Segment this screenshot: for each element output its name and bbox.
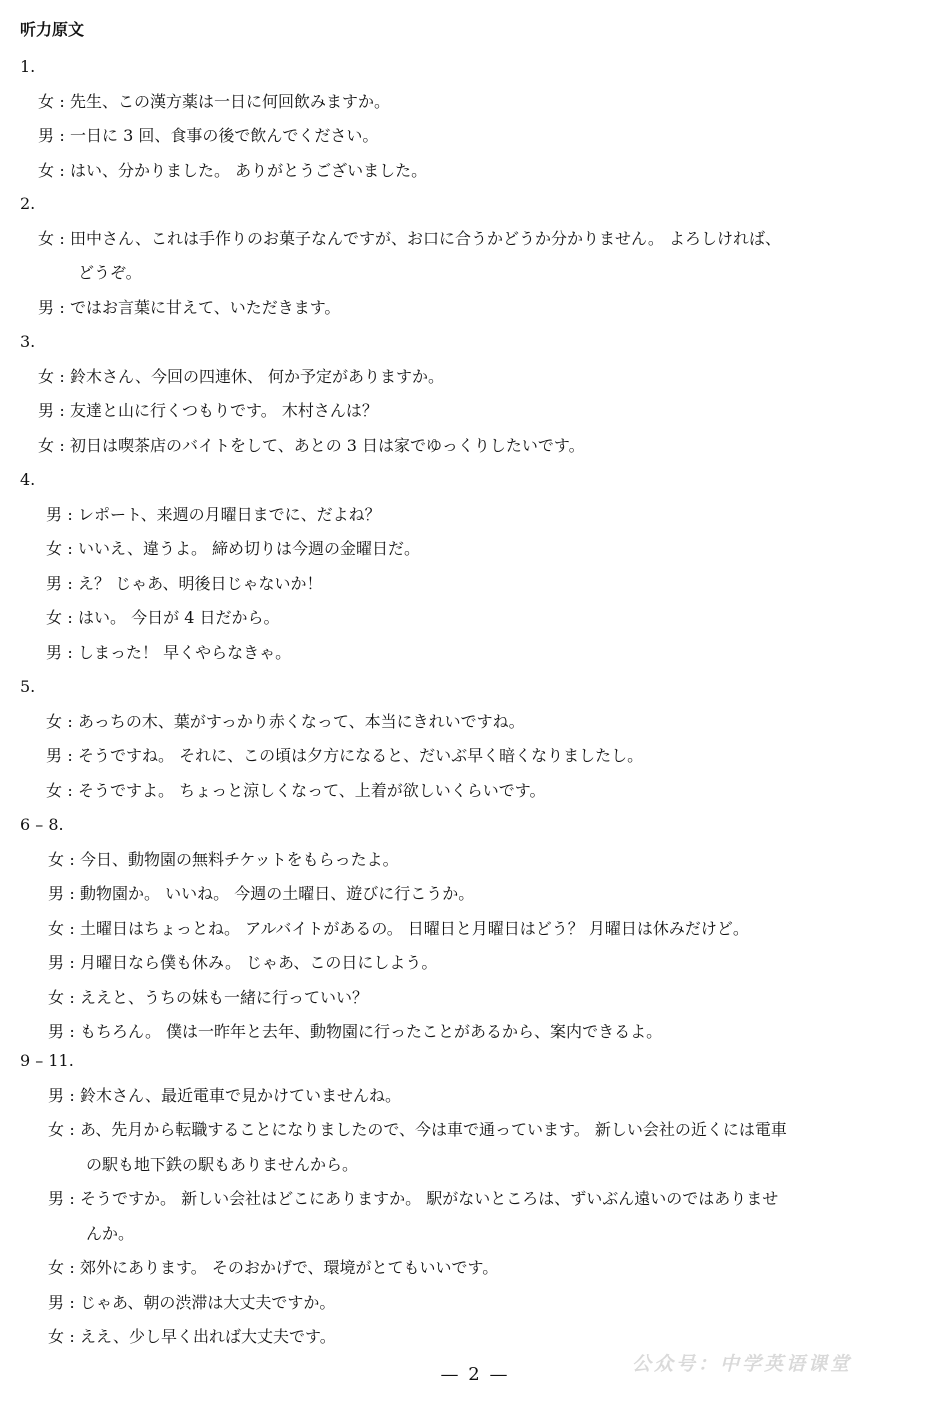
- dialogue-line: [48, 883, 474, 905]
- dialogue-line: [48, 1188, 778, 1210]
- speaker-colon: :: [67, 780, 73, 800]
- dialogue-line: [46, 711, 525, 733]
- speaker-label: 女: [46, 780, 63, 800]
- speaker-colon: :: [59, 91, 65, 111]
- speaker-colon: :: [69, 953, 75, 972]
- dialogue-line: [46, 642, 291, 664]
- dialogue-line: [46, 504, 381, 526]
- speaker-colon: :: [59, 297, 65, 317]
- speaker-label: 男: [48, 1189, 65, 1208]
- dialogue-line: [48, 918, 749, 940]
- dialogue-line: [48, 1292, 335, 1314]
- dialogue-line: [38, 366, 444, 388]
- speaker-colon: :: [69, 1120, 75, 1139]
- speaker-label: 男: [38, 401, 55, 420]
- speaker-label: 女: [38, 228, 55, 248]
- question-number: 5.: [20, 677, 36, 696]
- speaker-label: 女: [48, 1327, 65, 1346]
- speaker-label: 女: [38, 160, 55, 180]
- speaker-colon: :: [69, 1085, 75, 1105]
- question-number: 6 – 8.: [20, 815, 64, 834]
- speaker-label: 女: [48, 987, 65, 1007]
- dialogue-line: [38, 435, 585, 457]
- dialogue-text: そうですね。 それに、この頃は夕方になると、だいぶ早く暗くなりましたし。: [78, 746, 644, 765]
- speaker-label: 男: [48, 1085, 65, 1105]
- dialogue-text: 月曜日なら僕も休み。 じゃあ、この日にしよう。: [80, 953, 438, 972]
- speaker-label: 女: [46, 608, 63, 627]
- dialogue-text: もちろん。 僕は一昨年と去年、動物園に行ったことがあるから、案内できるよ。: [80, 1022, 663, 1041]
- dialogue-continuation: どうぞ。: [78, 263, 142, 282]
- dialogue-text: え？ じゃあ、明後日じゃないか！: [78, 573, 323, 593]
- dialogue-line: [48, 952, 437, 974]
- speaker-label: 男: [46, 573, 63, 593]
- speaker-label: 女: [48, 849, 65, 869]
- dialogue-text: 一日に 3 回、食事の後で飲んでください。: [70, 126, 379, 145]
- speaker-label: 女: [38, 366, 55, 386]
- dialogue-line: [48, 987, 368, 1009]
- question-number: 2.: [20, 194, 36, 213]
- dialogue-text: はい。 今日が 4 日だから。: [78, 608, 280, 627]
- speaker-label: 男: [46, 504, 63, 524]
- dialogue-line: [46, 745, 643, 767]
- page-title: 听力原文: [20, 20, 85, 39]
- dialogue-line: [46, 573, 322, 595]
- question-number: 1.: [20, 57, 36, 76]
- speaker-label: 男: [48, 884, 65, 903]
- dialogue-line: [38, 160, 427, 182]
- dialogue-line: [48, 1119, 787, 1141]
- dialogue-text: そうですよ。 ちょっと涼しくなって、上着が欲しいくらいです。: [78, 780, 546, 800]
- dialogue-line: [48, 1085, 401, 1107]
- dialogue-text: レポート、来週の月曜日までに、だよね？: [78, 504, 381, 524]
- speaker-colon: :: [59, 435, 65, 455]
- dialogue-text: しまった！ 早くやらなきゃ。: [78, 642, 292, 662]
- speaker-colon: :: [59, 228, 65, 248]
- dialogue-text: 動物園か。 いいね。 今週の土曜日、遊びに行こうか。: [80, 884, 475, 903]
- speaker-label: 女: [38, 435, 55, 455]
- dialogue-text: 土曜日はちょっとね。 アルバイトがあるの。 日曜日と月曜日はどう？ 月曜日は休みだけど。: [80, 918, 749, 938]
- speaker-label: 男: [38, 297, 55, 317]
- dialogue-text: いいえ、違うよ。 締め切りは今週の金曜日だ。: [78, 539, 421, 558]
- speaker-label: 女: [46, 539, 63, 558]
- speaker-label: 女: [46, 711, 63, 731]
- speaker-label: 女: [38, 91, 55, 111]
- speaker-colon: :: [67, 746, 73, 765]
- question-number: 3.: [20, 332, 36, 351]
- speaker-colon: :: [67, 642, 73, 662]
- dialogue-text: そうですか。 新しい会社はどこにありますか。 駅がないところは、ずいぶん遠いのではありませ: [80, 1189, 779, 1208]
- speaker-label: 男: [46, 746, 63, 765]
- speaker-colon: :: [67, 573, 73, 593]
- dialogue-line: [46, 538, 420, 560]
- speaker-colon: :: [69, 1327, 75, 1346]
- speaker-colon: :: [67, 608, 73, 627]
- dialogue-line: [46, 607, 279, 629]
- speaker-label: 男: [46, 642, 63, 662]
- speaker-colon: :: [69, 884, 75, 903]
- dialogue-line: [38, 125, 378, 147]
- speaker-colon: :: [69, 987, 75, 1007]
- dialogue-text: あ、先月から転職することになりましたので、今は車で通っています。 新しい会社の近くには電車: [80, 1120, 787, 1139]
- speaker-colon: :: [67, 711, 73, 731]
- speaker-label: 女: [48, 918, 65, 938]
- dialogue-text: はい、分かりました。 ありがとうございました。: [70, 160, 428, 180]
- dialogue-text: 田中さん、これは手作りのお菓子なんですが、お口に合うかどうか分かりません。 よろしければ、: [70, 228, 782, 248]
- dialogue-line: [38, 91, 390, 113]
- speaker-colon: :: [59, 160, 65, 180]
- question-number: 4.: [20, 470, 36, 489]
- dialogue-line: [38, 297, 340, 319]
- dialogue-text: 友達と山に行くつもりです。 木村さんは？: [70, 401, 378, 420]
- speaker-colon: :: [67, 504, 73, 524]
- dialogue-text: ええと、うちの妹も一緒に行っていい？: [80, 987, 369, 1007]
- speaker-colon: :: [69, 1189, 75, 1208]
- dialogue-line: [48, 1326, 336, 1348]
- dialogue-line: [48, 1021, 662, 1043]
- dialogue-text: じゃあ、朝の渋滞は大丈夫ですか。: [80, 1292, 336, 1312]
- speaker-label: 男: [48, 1292, 65, 1312]
- dialogue-text: ではお言葉に甘えて、いただきます。: [70, 297, 341, 317]
- dialogue-text: 先生、この漢方薬は一日に何回飲みますか。: [70, 91, 391, 111]
- speaker-colon: :: [59, 401, 65, 420]
- speaker-label: 男: [38, 126, 55, 145]
- speaker-colon: :: [59, 366, 65, 386]
- dialogue-text: 鈴木さん、最近電車で見かけていませんね。: [80, 1085, 401, 1105]
- dialogue-text: 郊外にあります。 そのおかげで、環境がとてもいいです。: [80, 1258, 499, 1277]
- speaker-label: 男: [48, 1022, 65, 1041]
- dialogue-line: [46, 780, 546, 802]
- speaker-colon: :: [69, 918, 75, 938]
- dialogue-text: ええ、少し早く出れば大丈夫です。: [80, 1327, 336, 1346]
- dialogue-text: 初日は喫茶店のバイトをして、あとの 3 日は家でゆっくりしたいです。: [70, 435, 585, 455]
- watermark: 公众号：中学英语课堂: [632, 1353, 853, 1375]
- speaker-colon: :: [69, 849, 75, 869]
- speaker-label: 女: [48, 1258, 65, 1277]
- speaker-label: 男: [48, 953, 65, 972]
- dialogue-line: [48, 1257, 498, 1279]
- dialogue-line: [38, 400, 378, 422]
- dialogue-continuation: んか。: [86, 1223, 135, 1243]
- speaker-colon: :: [67, 539, 73, 558]
- page-number: — 2 —: [440, 1364, 510, 1385]
- speaker-label: 女: [48, 1120, 65, 1139]
- dialogue-text: 鈴木さん、今回の四連休、 何か予定がありますか。: [70, 366, 445, 386]
- question-number: 9 – 11.: [20, 1051, 74, 1070]
- dialogue-line: [38, 228, 781, 250]
- dialogue-line: [48, 849, 399, 871]
- speaker-colon: :: [59, 126, 65, 145]
- dialogue-text: 今日、動物園の無料チケットをもらったよ。: [80, 849, 399, 869]
- dialogue-continuation: の駅も地下鉄の駅もありませんから。: [86, 1154, 359, 1174]
- speaker-colon: :: [69, 1258, 75, 1277]
- dialogue-text: あっちの木、葉がすっかり赤くなって、本当にきれいですね。: [78, 711, 525, 731]
- speaker-colon: :: [69, 1022, 75, 1041]
- speaker-colon: :: [69, 1292, 75, 1312]
